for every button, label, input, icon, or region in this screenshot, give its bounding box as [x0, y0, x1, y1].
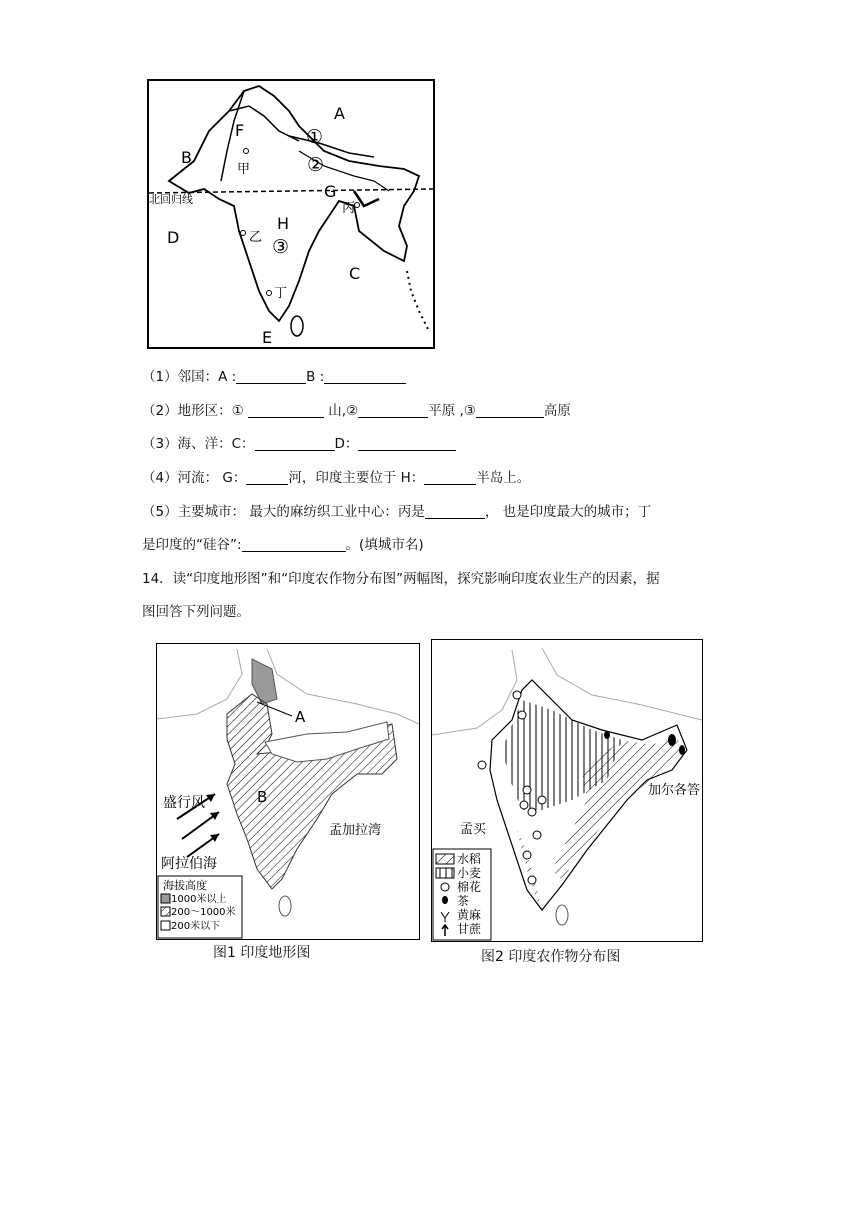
- answer-blank[interactable]: [255, 436, 335, 451]
- question-4: （4）河流： G： 河，印度主要位于 H： 半岛上。: [142, 470, 531, 486]
- fig1-legend-item: 200～1000米: [171, 907, 236, 918]
- fig2-label-mumbai: 孟买: [460, 822, 487, 837]
- fig1-label-B: B: [257, 788, 268, 806]
- fig1-label-bay: 孟加拉湾: [329, 823, 382, 838]
- answer-blank[interactable]: [236, 369, 306, 384]
- question-5-line1: （5）主要城市： 最大的麻纺织工业中心：丙是 ， 也是印度最大的城市；丁: [142, 504, 652, 520]
- answer-blank[interactable]: [248, 403, 324, 418]
- fig2-legend-item: 甘蔗: [457, 922, 482, 936]
- fig2-legend-item: 棉花: [457, 880, 482, 894]
- answer-blank[interactable]: [425, 504, 485, 519]
- answer-blank[interactable]: [358, 403, 428, 418]
- question-2: （2）地形区：① 山,② 平原 ,③ 高原: [142, 403, 571, 419]
- map1-label-G: G: [324, 182, 337, 201]
- map1-label-A: A: [334, 104, 345, 123]
- india-location-map: [147, 79, 435, 349]
- map1-label-D: D: [167, 228, 180, 247]
- answer-blank[interactable]: [246, 470, 288, 485]
- map1-label-ding: 丁: [274, 286, 288, 301]
- map1-label-3: ③: [272, 236, 290, 258]
- map1-label-B: B: [181, 148, 192, 167]
- fig1-legend: [158, 876, 242, 938]
- answer-blank[interactable]: [424, 470, 476, 485]
- question-14-line2: 图回答下列问题。: [142, 604, 250, 620]
- fig2-legend-item: 小麦: [457, 866, 482, 880]
- fig1-legend-item: 200米以下: [171, 921, 221, 932]
- map1-label-yi: 乙: [249, 230, 263, 245]
- map1-label-2: ②: [307, 154, 325, 176]
- answer-blank[interactable]: [324, 369, 406, 384]
- fig1-label-A: A: [295, 708, 306, 726]
- map1-label-1: ①: [306, 126, 324, 148]
- figure-1-terrain-map: [156, 643, 420, 940]
- fig2-legend-item: 黄麻: [457, 908, 482, 922]
- map1-label-C: C: [349, 264, 361, 283]
- question-3: （3）海、洋：C： D：: [142, 435, 456, 453]
- fig1-legend-title: 海拔高度: [163, 879, 207, 892]
- map1-label-F: F: [235, 121, 245, 140]
- fig1-label-wind: 盛行风: [163, 795, 205, 811]
- fig1-label-sea: 阿拉伯海: [161, 856, 217, 872]
- map1-label-bing: 丙: [342, 201, 356, 216]
- fig1-legend-item: 1000米以上: [171, 894, 227, 905]
- india-outline: [169, 86, 419, 321]
- map1-label-tropic: 北回归线: [149, 193, 193, 206]
- answer-blank[interactable]: [242, 537, 346, 552]
- question-14-line1: 14．读“印度地形图”和“印度农作物分布图”两幅图，探究影响印度农业生产的因素，据: [142, 571, 660, 587]
- fig2-legend-item: 水稻: [457, 852, 482, 866]
- answer-blank[interactable]: [476, 403, 544, 418]
- map1-label-H: H: [277, 214, 290, 233]
- question-1: （1）邻国：A : B :: [142, 368, 406, 386]
- map1-label-E: E: [262, 328, 273, 347]
- answer-blank[interactable]: [358, 436, 456, 451]
- figure-2-crop-map: [431, 639, 703, 942]
- figure-2-caption: 图2 印度农作物分布图: [481, 949, 621, 965]
- map1-label-jia: 甲: [237, 162, 251, 177]
- question-5-line2: 是印度的“硅谷”: 。(填城市名): [142, 537, 424, 553]
- fig2-legend-item: 茶: [457, 894, 470, 908]
- fig2-legend: [433, 849, 491, 940]
- figure-1-caption: 图1 印度地形图: [213, 945, 311, 961]
- fig2-label-kolkata: 加尔各答: [648, 783, 701, 798]
